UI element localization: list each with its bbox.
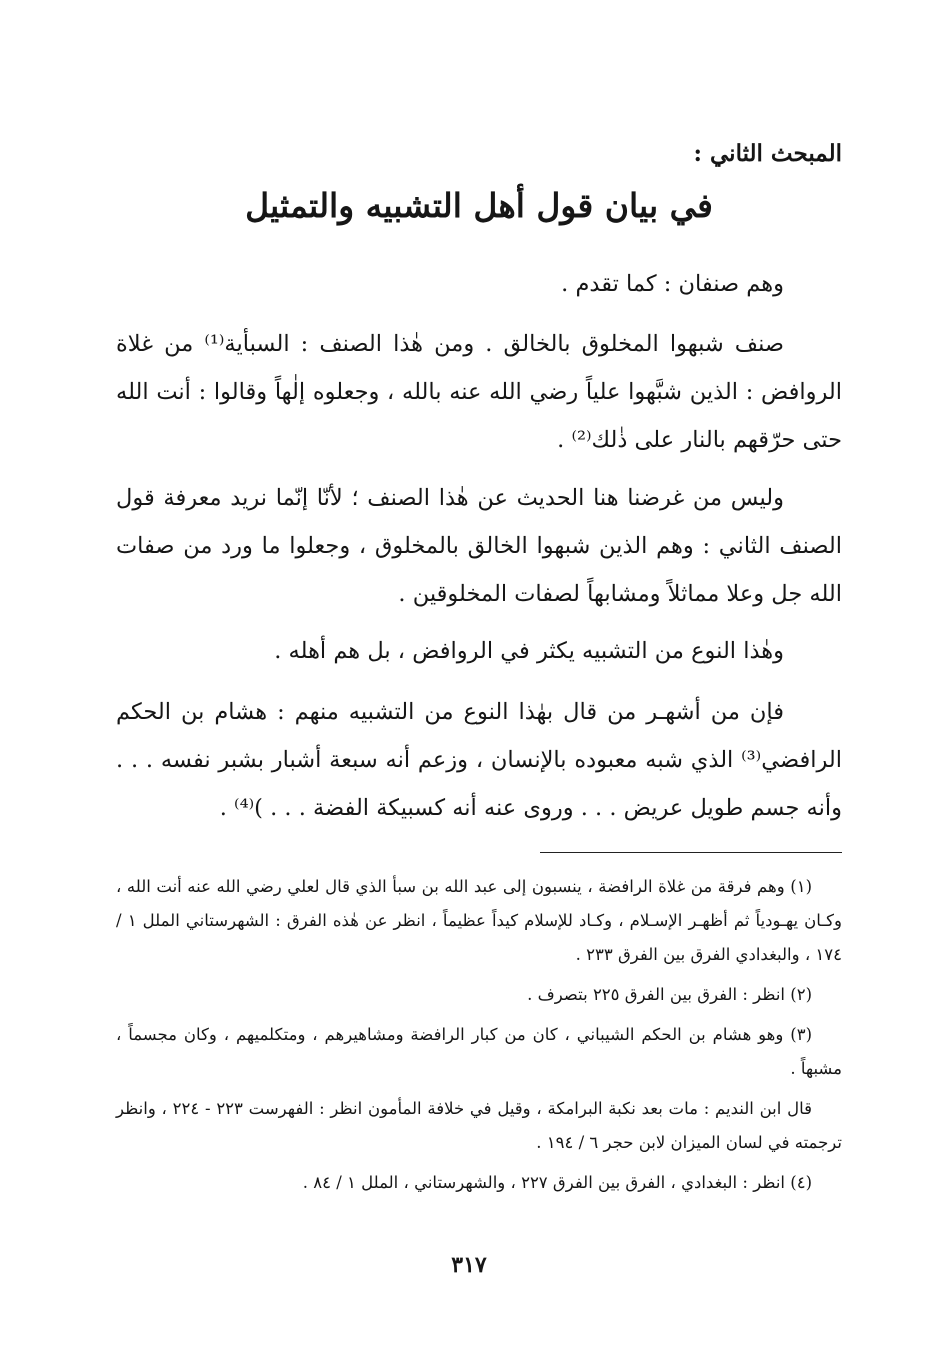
footnotes-section: [116, 870, 842, 1200]
footnote-3-continued: قال ابن النديم : مات بعد نكبة البرامكة ، وقيل في خلافة المأمون انظر : الفهرست ٢٢٣ - ٢٢٤ ، وانظر ترجمته في لسان الميزان لابن حجر ٦ / ١٩٤ .: [116, 1099, 842, 1152]
footnote-4: (٤) انظر : البغدادي ، الفرق بين الفرق ٢٢٧ ، والشهرستاني ، الملل ١ / ٨٤ .: [302, 1173, 812, 1192]
paragraph-hisham: فإن من أشهـر من قال بهٰذا النوع من التشبيه منهم : هشام بن الحكم الرافضي⁽³⁾ الذي شبه معبوده بالإنسان ، وزعم أنه سبعة أشبار بشبر نفسه . . . وأنه جسم طويل عريض . . . وروى عنه أنه كسبيكة الفضة . . . )⁽⁴⁾ .: [116, 699, 842, 821]
footnote-1: (١) وهم فرقة من غلاة الرافضة ، ينسبون إلى عبد الله بن سبأ الذي قال لعلي رضي الله عنه أنت الله ، وكـان يهـودياً ثم أظهـر الإسـلام ، وكـاد للإسلام كيداً عظيماً ، انظر عن هٰذه الفرق : الشهرستاني الملل ١ / ١٧٤ ، والبغدادي الفرق بين الفرق ٢٣٣ .: [116, 877, 842, 964]
section-label: المبحث الثاني :: [693, 140, 842, 167]
paragraph-rawafid: وهٰذا النوع من التشبيه يكثر في الروافض ، بل هم أهله .: [274, 638, 784, 664]
footnote-2: (٢) انظر : الفرق بين الفرق ٢٢٥ بتصرف .: [527, 985, 812, 1004]
section-title: في بيان قول أهل التشبيه والتمثيل: [245, 186, 713, 225]
page-number: ٣١٧: [451, 1252, 487, 1278]
footnote-divider: [540, 852, 842, 853]
paragraph-first-type: صنف شبهوا المخلوق بالخالق . ومن هٰذا الصنف : السبأية⁽¹⁾ من غلاة الروافض : الذين شبَّهوا علياً رضي الله عنه بالله ، وجعلوه إلٰهاً وقالوا : أنت الله حتى حرّقهم بالنار على ذٰلك⁽²⁾ .: [116, 331, 842, 453]
paragraph-intro: وهم صنفان : كما تقدم .: [561, 271, 784, 297]
paragraph-second-type: وليس من غرضنا هنا الحديث عن هٰذا الصنف ؛ لأنّا إنّما نريد معرفة قول الصنف الثاني : وهم الذين شبهوا الخالق بالمخلوق ، وجعلوا ما ورد من صفات الله جل وعلا مماثلاً ومشابهاً لصفات المخلوقين .: [116, 485, 842, 607]
footnote-3: (٣) وهو هشام بن الحكم الشيباني ، كان من كبار الرافضة ومشاهيرهم ، ومتكلميهم ، وكان مجسماً ، مشبهاً .: [116, 1025, 842, 1078]
